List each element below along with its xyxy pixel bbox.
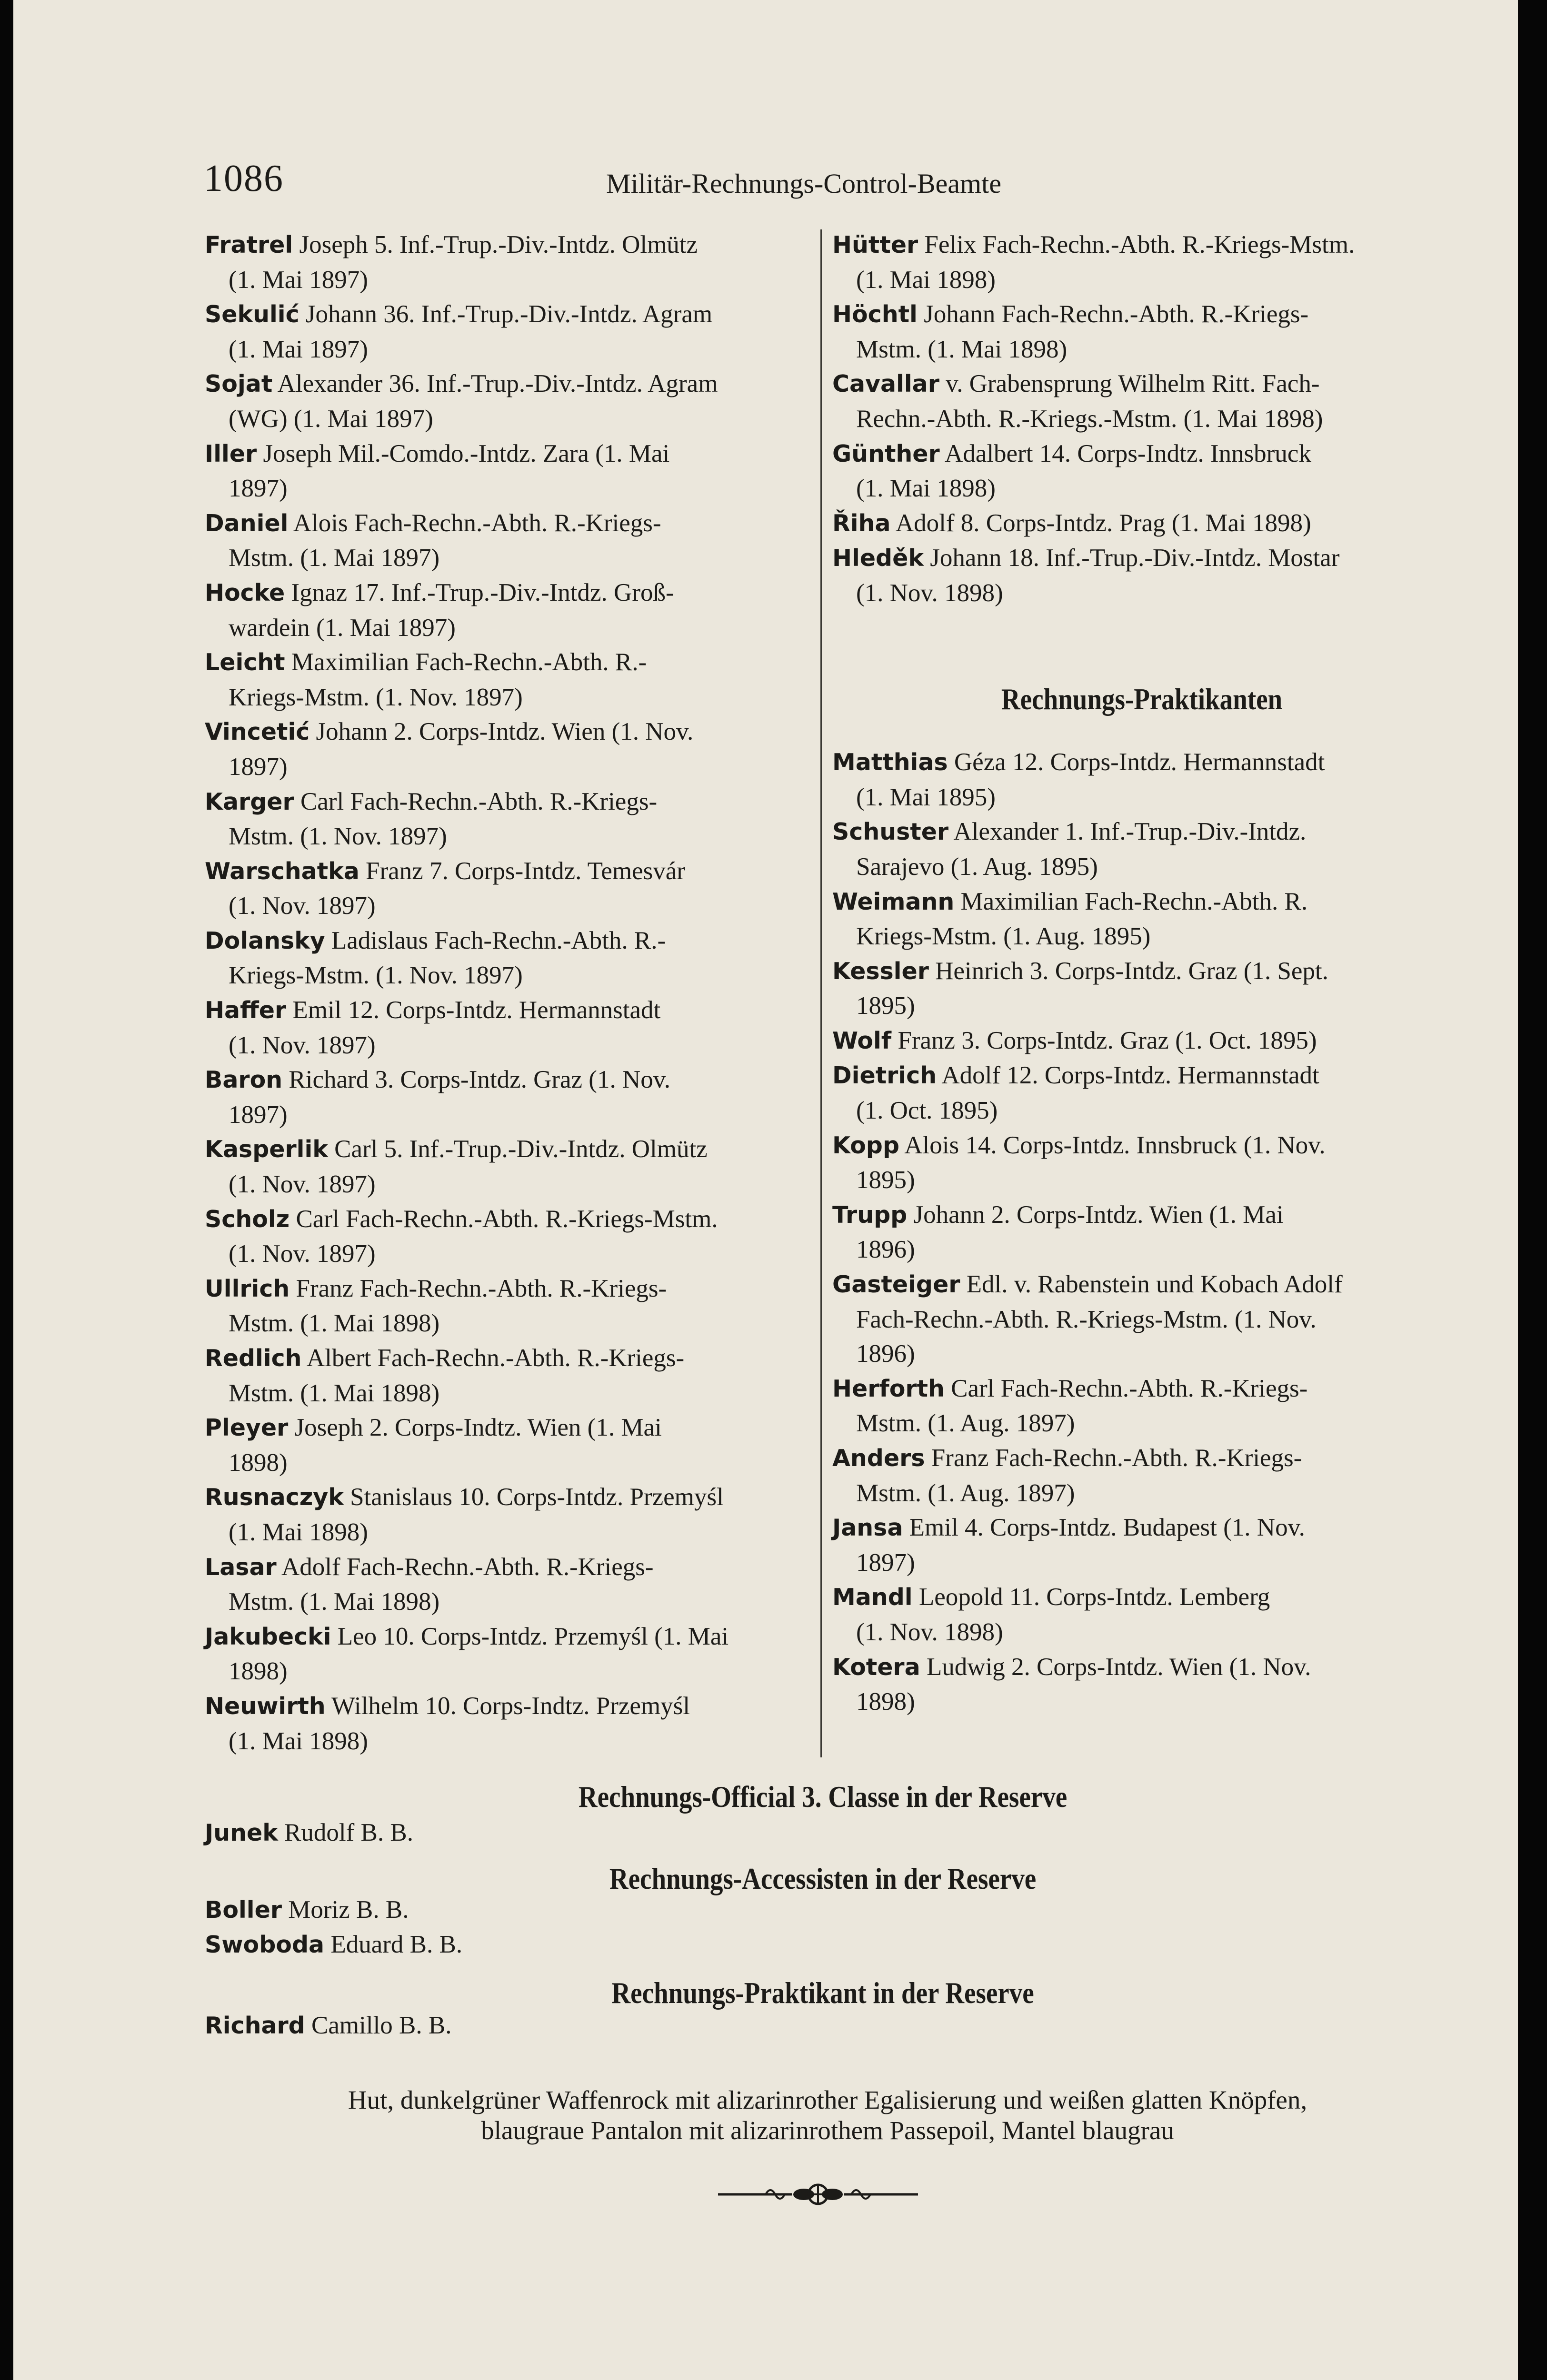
entry-surname: Boller [205,1896,282,1924]
ornament-divider-icon [718,2180,918,2209]
list-item: Gasteiger Edl. v. Rabenstein und Kobach Adolf Fach-Rechn.-Abth. R.-Kriegs-Mstm. (1. Nov. 1896) [832,1270,1343,1368]
entry-surname: Pleyer [205,1414,289,1442]
list-item: Jakubecki Leo 10. Corps-Intdz. Przemyśl (1. Mai 1898) [205,1622,729,1686]
list-item: Höchtl Johann Fach-Rechn.-Abth. R.-Kriegs- Mstm. (1. Mai 1898) [832,300,1309,363]
entry-surname: Kessler [832,957,929,985]
entry-surname: Jansa [832,1514,903,1542]
list-item: Matthias Géza 12. Corps-Intdz. Hermannstadt (1. Mai 1895) [832,748,1325,811]
entry-surname: Richard [205,2012,305,2039]
section-heading-official-reserve: Rechnungs-Official 3. Classe in der Reserve [578,1780,1068,1814]
entry-surname: Cavallar [832,370,939,398]
list-item: Kopp Alois 14. Corps-Intdz. Innsbruck (1. Nov. 1895) [832,1131,1326,1194]
right-column [832,228,1451,1719]
entry-surname: Hleděk [832,545,924,572]
entry-surname: Karger [205,788,294,815]
list-item: Baron Richard 3. Corps-Intdz. Graz (1. Nov. 1897) [205,1066,671,1129]
list-item: Leicht Maximilian Fach-Rechn.-Abth. R.- Kriegs-Mstm. (1. Nov. 1897) [205,648,647,711]
list-item: Warschatka Franz 7. Corps-Intdz. Temesvár (1. Nov. 1897) [205,857,685,920]
list-item: Dietrich Adolf 12. Corps-Intdz. Hermannstadt (1. Oct. 1895) [832,1061,1319,1125]
list-item: Jansa Emil 4. Corps-Intdz. Budapest (1. Nov. 1897) [832,1514,1305,1577]
entry-surname: Kasperlik [205,1136,328,1163]
section-heading-praktikanten: Rechnungs-Praktikanten [1001,682,1283,716]
entry-surname: Schuster [832,818,949,846]
list-item: Boller Moriz B. B. [205,1896,409,1924]
entry-surname: Dietrich [832,1062,937,1090]
entry-surname: Weimann [832,888,955,915]
list-item: Mandl Leopold 11. Corps-Intdz. Lemberg (1. Nov. 1898) [832,1583,1270,1646]
entry-surname: Scholz [205,1205,290,1233]
entry-surname: Vincetić [205,718,310,746]
list-item: Trupp Johann 2. Corps-Intdz. Wien (1. Mai 1896) [832,1200,1284,1264]
entry-surname: Höchtl [832,301,918,328]
left-column [205,228,802,1758]
entry-surname: Hocke [205,579,285,606]
list-item: Kasperlik Carl 5. Inf.-Trup.-Div.-Intdz. Olmütz (1. Nov. 1897) [205,1135,708,1199]
book-page [13,0,1518,2380]
entry-surname: Gasteiger [832,1271,960,1299]
list-item: Pleyer Joseph 2. Corps-Indtz. Wien (1. Mai 1898) [205,1414,662,1477]
entry-surname: Kopp [832,1131,899,1159]
list-item: Cavallar v. Grabensprung Wilhelm Ritt. Fach- Rechn.-Abth. R.-Kriegs.-Mstm. (1. Mai 1898) [832,370,1323,433]
list-item: Sekulić Johann 36. Inf.-Trup.-Div.-Intdz. Agram (1. Mai 1897) [205,300,713,363]
entry-surname: Junek [205,1819,278,1846]
entry-surname: Herforth [832,1375,945,1402]
list-item: Řiha Adolf 8. Corps-Intdz. Prag (1. Mai 1898) [832,509,1311,537]
list-item: Weimann Maximilian Fach-Rechn.-Abth. R. Kriegs-Mstm. (1. Aug. 1895) [832,887,1308,951]
list-item: Redlich Albert Fach-Rechn.-Abth. R.-Kriegs- Mstm. (1. Mai 1898) [205,1344,685,1407]
entry-surname: Hütter [832,231,918,258]
entry-surname: Neuwirth [205,1692,326,1720]
list-item: Vincetić Johann 2. Corps-Intdz. Wien (1. Nov. 1897) [205,718,694,781]
entry-surname: Trupp [832,1201,908,1229]
list-item: Anders Franz Fach-Rechn.-Abth. R.-Kriegs- Mstm. (1. Aug. 1897) [832,1444,1302,1507]
column-divider [820,229,822,1757]
list-item: Rusnaczyk Stanislaus 10. Corps-Intdz. Przemyśl (1. Mai 1898) [205,1483,724,1546]
list-item: Haffer Emil 12. Corps-Intdz. Hermannstadt (1. Nov. 1897) [205,996,661,1059]
list-item: Schuster Alexander 1. Inf.-Trup.-Div.-Intdz. Sarajevo (1. Aug. 1895) [832,818,1307,881]
list-item: Dolansky Ladislaus Fach-Rechn.-Abth. R.- Kriegs-Mstm. (1. Nov. 1897) [205,926,666,990]
list-item: Daniel Alois Fach-Rechn.-Abth. R.-Kriegs- Mstm. (1. Mai 1897) [205,509,661,572]
entry-surname: Redlich [205,1345,302,1372]
list-item: Karger Carl Fach-Rechn.-Abth. R.-Kriegs- Mstm. (1. Nov. 1897) [205,787,658,851]
entry-surname: Sekulić [205,301,299,328]
entry-surname: Anders [832,1445,925,1472]
list-item: Kotera Ludwig 2. Corps-Intdz. Wien (1. Nov. 1898) [832,1653,1311,1716]
entry-surname: Mandl [832,1584,913,1611]
list-item: Hocke Ignaz 17. Inf.-Trup.-Div.-Intdz. Groß- wardein (1. Mai 1897) [205,578,674,642]
list-item: Günther Adalbert 14. Corps-Indtz. Innsbruck (1. Mai 1898) [832,439,1311,503]
entry-surname: Leicht [205,649,285,676]
list-item: Scholz Carl Fach-Rechn.-Abth. R.-Kriegs-Mstm. (1. Nov. 1897) [205,1205,718,1268]
entry-surname: Wolf [832,1027,892,1054]
page-number: 1086 [204,158,284,199]
entry-surname: Rusnaczyk [205,1484,344,1511]
section-heading-accessisten-reserve: Rechnungs-Accessisten in der Reserve [609,1862,1037,1895]
entry-surname: Kotera [832,1653,920,1681]
list-item: Neuwirth Wilhelm 10. Corps-Indtz. Przemyśl (1. Mai 1898) [205,1692,690,1755]
entry-surname: Ullrich [205,1275,290,1302]
entry-surname: Dolansky [205,927,325,954]
list-item: Hleděk Johann 18. Inf.-Trup.-Div.-Intdz. Mostar (1. Nov. 1898) [832,544,1340,607]
entry-surname: Swoboda [205,1931,325,1958]
entry-surname: Sojat [205,370,273,398]
entry-surname: Baron [205,1066,283,1094]
list-item: Wolf Franz 3. Corps-Intdz. Graz (1. Oct. 1895) [832,1026,1317,1054]
entry-surname: Daniel [205,509,289,537]
section-heading-praktikant-reserve: Rechnungs-Praktikant in der Reserve [611,1976,1034,2010]
entry-surname: Iller [205,440,257,467]
list-item: Sojat Alexander 36. Inf.-Trup.-Div.-Intdz. Agram (WG) (1. Mai 1897) [205,370,718,433]
entry-surname: Haffer [205,997,287,1024]
list-item: Hütter Felix Fach-Rechn.-Abth. R.-Kriegs-Mstm. (1. Mai 1898) [832,231,1355,294]
list-item: Richard Camillo B. B. [205,2012,452,2039]
list-item: Junek Rudolf B. B. [205,1819,414,1846]
page-header [204,157,1442,205]
running-title: Militär-Rechnungs-Control-Beamte [606,168,1001,199]
entry-surname: Lasar [205,1553,277,1581]
list-item: Lasar Adolf Fach-Rechn.-Abth. R.-Kriegs- Mstm. (1. Mai 1898) [205,1553,654,1616]
entry-surname: Fratrel [205,231,293,258]
list-item: Fratrel Joseph 5. Inf.-Trup.-Div.-Intdz. Olmütz (1. Mai 1897) [205,231,698,294]
uniform-description: Hut, dunkelgrüner Waffenrock mit alizarinrother Egalisierung und weißen glatten Knöpfen, blaugraue Pantalon mit alizarinrothem Passepoil, Mantel blaugrau [348,2085,1307,2145]
list-item: Ullrich Franz Fach-Rechn.-Abth. R.-Kriegs- Mstm. (1. Mai 1898) [205,1274,667,1338]
entry-surname: Řiha [832,509,891,537]
list-item: Swoboda Eduard B. B. [205,1931,463,1958]
list-item: Kessler Heinrich 3. Corps-Intdz. Graz (1. Sept. 1895) [832,957,1328,1020]
list-item: Iller Joseph Mil.-Comdo.-Intdz. Zara (1. Mai 1897) [205,439,670,503]
entry-surname: Matthias [832,749,948,776]
entry-surname: Günther [832,440,940,467]
list-item: Herforth Carl Fach-Rechn.-Abth. R.-Kriegs- Mstm. (1. Aug. 1897) [832,1374,1308,1438]
entry-surname: Jakubecki [205,1623,331,1650]
entry-surname: Warschatka [205,857,359,885]
